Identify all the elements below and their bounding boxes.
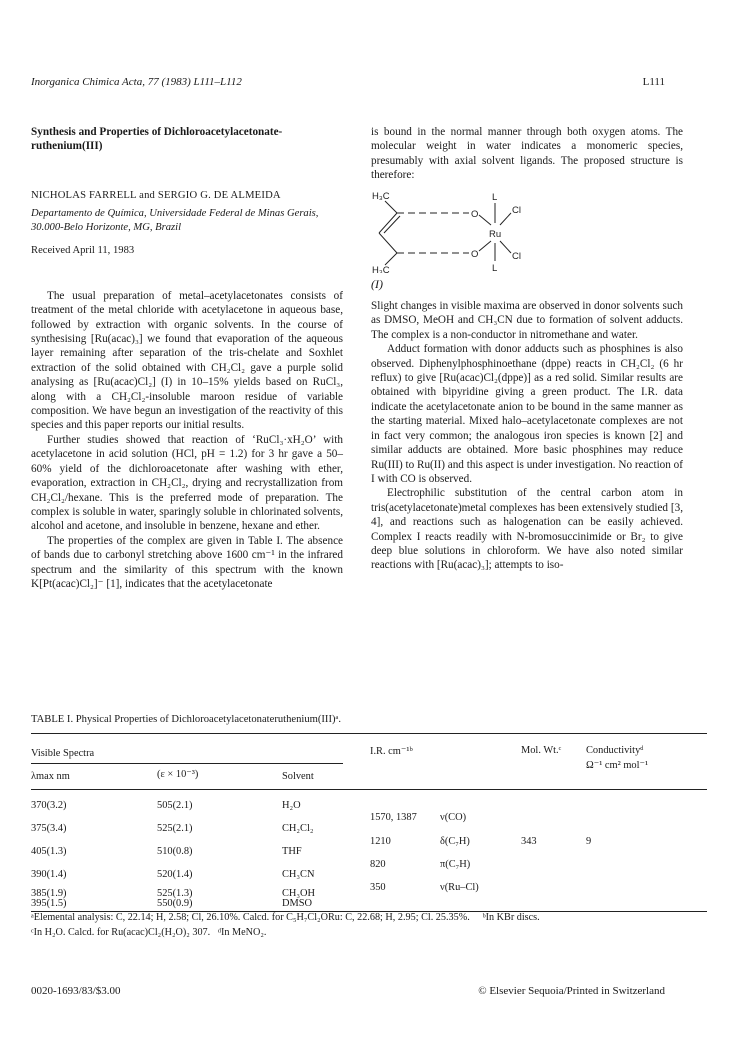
table-cell: 343 [521, 836, 537, 847]
table-cell: CH₂Cl₂ [282, 823, 314, 834]
table-cell: δ(C₇H) [440, 836, 470, 847]
footnote-d: ᵈIn MeNO₂. [217, 926, 267, 938]
oxygen-bottom-label: O [471, 248, 479, 260]
ligand-bottom-label: L [492, 262, 498, 273]
compound-label: (I) [371, 276, 383, 291]
table-cell: 505(2.1) [157, 800, 193, 811]
paragraph: The usual preparation of metal–acetylacetonates consists of treatment of the metal chloride with acetylacetone in aqueous base, followed by extraction with organic solvents. In the course of synthesising [Ru(acac)₃] we found that evaporation of the aqueous layer remaining after separation of the tris-chelate and Soxhlet extraction of the solid obtained with CH₂Cl₂ gave a purple solid analysing as [Ru(acac)Cl₂] (I) in 10–15% yields based on RuCl₃, along with a CH₂Cl₂-insoluble maroon residue of variable composition. We have begun an investigation of the reactivity of this species and this paper reports our initial results. [31, 289, 343, 432]
table-caption: TABLE I. Physical Properties of Dichloroacetylacetonateruthenium(III)ᵃ. [31, 714, 342, 725]
header-ir: I.R. cm⁻¹ᵇ [370, 746, 413, 757]
table-cell: CH₃OH [282, 888, 316, 899]
table-cell: 390(1.4) [31, 869, 67, 880]
table-cell: 9 [586, 836, 592, 847]
paragraph: Electrophilic substitution of the central carbon atom in tris(acetylacetonate)metal complexes has been extensively studied [3, 4], and reactions such as halogenation can be easily achieved. Complex I reacts readily with N-bromosuccinimide or Br₂ to give deep blue solutions in chloroform. We have also noted similar reactions with [Ru(acac)₃]; attempts to iso- [371, 487, 683, 572]
table-cell: 820 [370, 859, 386, 870]
table-header-rule [31, 789, 707, 790]
chemical-structure [371, 191, 683, 273]
paragraph: The properties of the complex are given in Table I. The absence of bands due to carbonyl stretching above 1600 cm⁻¹ in the infrared spectrum and the similarity of this spectrum with the known K[Pt(acac)Cl₂]⁻ [1], indicates that the acetylacetonate [31, 534, 343, 590]
header-mol-wt: Mol. Wt.ᶜ [521, 745, 562, 756]
table-cell: H₂O [282, 800, 301, 811]
header-solvent: Solvent [282, 771, 314, 782]
footer-publisher: © Elsevier Sequoia/Printed in Switzerland [478, 985, 665, 997]
table-cell: THF [282, 846, 302, 857]
oxygen-top-label: O [471, 208, 479, 220]
header-lambda: λmax nm [31, 771, 70, 782]
affiliation: Departamento de Química, Universidade Federal de Minas Gerais, 30.000-Belo Horizonte, MG, Brazil [31, 208, 319, 233]
left-column [31, 125, 343, 591]
table-cell: 350 [370, 882, 386, 893]
paragraph: Slight changes in visible maxima are observed in donor solvents such as DMSO, MeOH and CH₃CN due to formation of solvent adducts. The complex is a non-conductor in nitromethane and water. [371, 300, 683, 341]
ruthenium-label: Ru [489, 228, 502, 240]
table-top-rule [31, 733, 707, 734]
table-cell: 405(1.3) [31, 846, 67, 857]
page-number: L111 [642, 76, 665, 88]
table-cell: CH₃CN [282, 869, 315, 880]
table-footnotes [31, 911, 707, 940]
footnote-a: ᵃElemental analysis: C, 22.14; H, 2.58; Cl, 26.10%. Calcd. for C₅H₇Cl₂ORu: C, 22.68; H, 2.95; Cl. 25.35%. [31, 912, 470, 923]
authors: NICHOLAS FARRELL and SERGIO G. DE ALMEIDA [31, 190, 281, 201]
chloride-top-label: Cl [512, 204, 521, 216]
table-cell: π(C₇H) [440, 859, 471, 870]
footnote-c: ᶜIn H₂O. Calcd. for Ru(acac)Cl₂(H₂O)₂ 307. [31, 926, 211, 938]
received-date: Received April 11, 1983 [31, 245, 135, 257]
structure-diagram [371, 191, 683, 273]
header-visible-spectra: Visible Spectra [31, 748, 95, 759]
paragraph: is bound in the normal manner through both oxygen atoms. The molecular weight in water indicates a monomeric species, presumably with axial solvent ligands. The proposed structure is therefore: [371, 126, 683, 182]
journal-header: Inorganica Chimica Acta, 77 (1983) L111–L112 [31, 76, 242, 88]
header-conductivity-units: Ω⁻¹ cm² mol⁻¹ [586, 760, 649, 771]
table-cell: 550(0.9) [157, 898, 193, 909]
footnote-b: ᵇIn KBr discs. [482, 912, 540, 923]
paragraph: Adduct formation with donor adducts such as phosphines is also observed. Diphenylphosphinoethane (dppe) reacts in CH₂Cl₂ (6 hr reflux) to give [Ru(acac)Cl₂(dppe)] as a red solid. Similar results are obtained with bipyridine giving a green product. The I.R. data indicate the acetylacetonate anion to be bound in the same manner as the starting material. Mixed halo–acetylacetonate complexes are not in fact very common; the analogous iron species is known [2] and similar adducts are obtained. More basic phosphines may reduce Ru(III) to Ru(II) and this aspect is under investigation. No reaction of I with CO is observed. [371, 343, 683, 485]
footnote-line [31, 926, 707, 941]
table-cell: ν(Ru–Cl) [440, 882, 479, 893]
right-column [371, 125, 683, 573]
header-conductivity: Conductivityᵈ [586, 745, 644, 756]
footnote-line [31, 911, 707, 926]
footer-code: 0020-1693/83/$3.00 [31, 985, 121, 997]
chloride-bottom-label: Cl [512, 250, 521, 262]
visible-spectra-rule [31, 763, 343, 764]
article-title: Synthesis and Properties of Dichloroacetylacetonate-ruthenium(III) [31, 126, 283, 152]
table-cell: 525(1.3) [157, 888, 193, 899]
table-cell: 510(0.8) [157, 846, 193, 857]
ligand-top-label: L [492, 191, 498, 203]
h3c-bottom-label: H₃C [372, 264, 390, 273]
table-cell: 1210 [370, 836, 391, 847]
table-cell: 1570, 1387 [370, 812, 417, 823]
table-cell: 385(1.9) [31, 888, 67, 899]
table-cell: ν(CO) [440, 812, 467, 823]
table-cell: 395(1.5) [31, 898, 67, 909]
header-epsilon: (ε × 10⁻³) [157, 769, 199, 780]
h3c-top-label: H₃C [372, 190, 390, 202]
table-cell: 520(1.4) [157, 869, 193, 880]
table-cell: DMSO [282, 898, 313, 909]
table-cell: 375(3.4) [31, 823, 67, 834]
table-cell: 525(2.1) [157, 823, 193, 834]
paragraph: Further studies showed that reaction of ‘RuCl₃·xH₂O’ with acetylacetone in acid solution (HCl, pH = 1.2) for 3 hr gave a 50–60% yield of the dichloroacetonate after washing with ether, evaporation, extraction in CH₂Cl₂, drying and recrystallization from CH₂Cl₂/hexane. This is the preferred mode of preparation. The complex is soluble in water, sparingly soluble in chlorinated solvents, alcohol and acetone, and insoluble in benzene, hexane and ether. [31, 433, 343, 533]
table-cell: 370(3.2) [31, 800, 67, 811]
